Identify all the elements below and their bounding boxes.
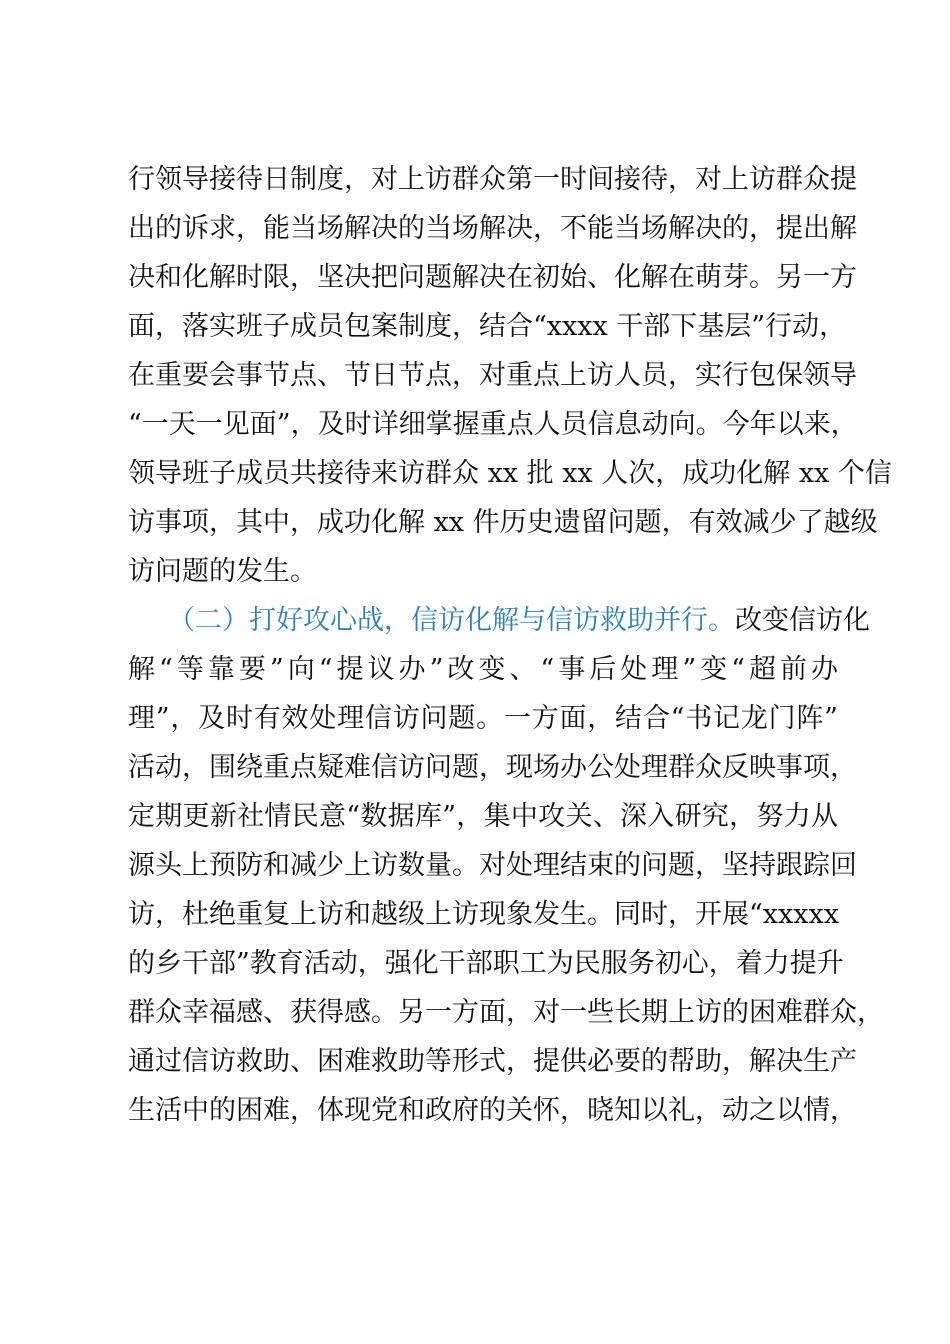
text-line: 生活中的困难，体现党和政府的关怀，晓知以礼，动之以情， [128, 1095, 857, 1126]
text-line: 决和化解时限，坚决把问题解决在初始、化解在萌芽。另一方 [128, 262, 857, 293]
text-line: 访问题的发生。 [128, 556, 317, 587]
text-line: 源头上预防和减少上访数量。对处理结束的问题，坚持跟踪回 [128, 850, 857, 881]
text-line: 定期更新社情民意“数据库”，集中攻关、深入研究，努力从 [128, 801, 838, 832]
text-line: 解“等靠要”向“提议办”改变、“事后处理”变“超前办 [128, 654, 838, 685]
text-line: 访，杜绝重复上访和越级上访现象发生。同时，开展“xxxxx [128, 899, 839, 930]
text-line: 理”，及时有效处理信访问题。一方面，结合“书记龙门阵” [128, 703, 838, 734]
text-line: 群众幸福感、获得感。另一方面，对一些长期上访的困难群众， [128, 997, 884, 1028]
text-line: 领导班子成员共接待来访群众 xx 批 xx 人次，成功化解 xx 个信 [128, 458, 892, 489]
text-line: 的乡干部”教育活动，强化干部职工为民服务初心，着力提升 [128, 948, 844, 979]
text-line: “一天一见面”，及时详细掌握重点人员信息动向。今年以来， [128, 409, 858, 440]
section-heading: （二）打好攻心战，信访化解与信访救助并行。 [168, 605, 735, 636]
text-line: 面，落实班子成员包案制度，结合“xxxx 干部下基层”行动， [128, 311, 847, 342]
document-body [128, 155, 892, 1135]
text-span: 改变信访化 [735, 605, 870, 636]
text-line: 访事项，其中，成功化解 xx 件历史遗留问题，有效减少了越级 [128, 507, 878, 538]
text-line: 通过信访救助、困难救助等形式，提供必要的帮助，解决生产 [128, 1046, 857, 1077]
paragraph-2-first-line [128, 596, 870, 645]
paragraph-1 [128, 155, 892, 596]
text-line: 出的诉求，能当场解决的当场解决，不能当场解决的，提出解 [128, 213, 857, 244]
text-line: 行领导接待日制度，对上访群众第一时间接待，对上访群众提 [128, 164, 857, 195]
paragraph-2 [128, 596, 884, 1135]
text-line: 在重要会事节点、节日节点，对重点上访人员，实行包保领导 [128, 360, 857, 391]
text-line: 活动，围绕重点疑难信访问题，现场办公处理群众反映事项， [128, 752, 857, 783]
